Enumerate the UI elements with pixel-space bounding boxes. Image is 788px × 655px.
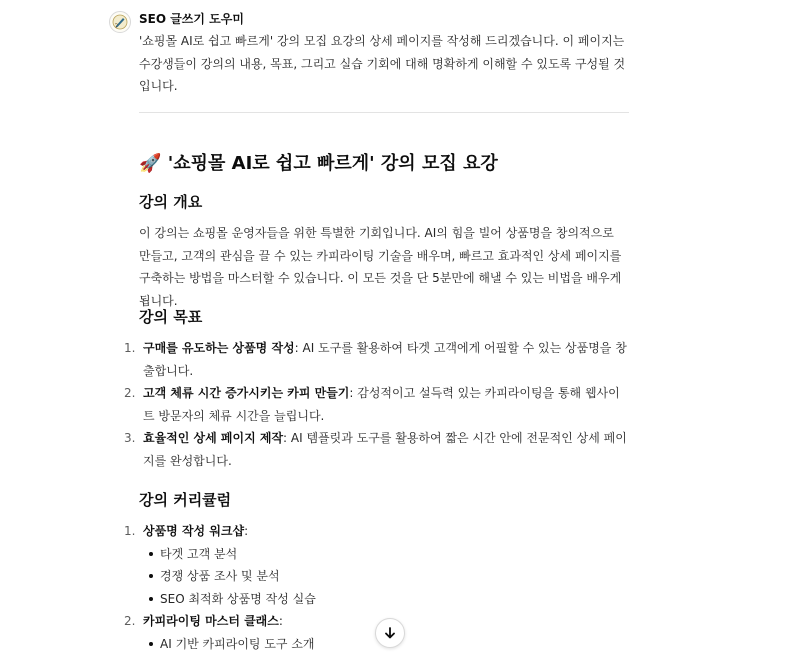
sub-list-item-text: SEO 최적화 상품명 작성 실습: [160, 592, 316, 606]
list-number: 1.: [124, 337, 135, 360]
curriculum-item-text: :: [244, 524, 248, 538]
list-number: 2.: [124, 610, 135, 633]
bullet-icon: [149, 552, 153, 556]
overview-text: 이 강의는 쇼핑몰 운영자들을 위한 특별한 기회입니다. AI의 힘을 빌어 상품명을 창의적으로 만들고, 고객의 관심을 끌 수 있는 카피라이팅 기술을 배우며, 빠르고 효과적인 상세 페이지를 구축하는 방법을 마스터할 수 있습니다. 이 모든 것을 단 5분만에 해낼 수 있는 비법을 배우게 됩니다.: [139, 222, 629, 312]
overview-block: [139, 222, 629, 312]
author-name: SEO 글쓰기 도우미: [139, 11, 244, 27]
sub-list-item-text: 경쟁 상품 조사 및 분석: [160, 569, 280, 583]
arrow-down-icon: [383, 626, 397, 640]
overview-heading: 강의 개요: [139, 191, 202, 213]
page-title-text: '쇼핑몰 AI로 쉽고 빠르게' 강의 모집 요강: [168, 153, 498, 174]
goal-item-text: : AI 도구를 활용하여 타겟 고객에게 어필할 수 있는 상품명을 창출합니다.: [143, 341, 627, 378]
sub-list: [143, 543, 629, 611]
curriculum-item-title: 상품명 작성 워크샵: [143, 524, 244, 538]
curriculum-item-text: :: [279, 614, 283, 628]
sub-list-item: [143, 543, 629, 566]
goal-item: [124, 337, 629, 382]
curriculum-heading: 강의 커리큘럼: [139, 489, 231, 511]
intro-text: '쇼핑몰 AI로 쉽고 빠르게' 강의 모집 요강의 상세 페이지를 작성해 드리겠습니다. 이 페이지는 수강생들이 강의의 내용, 목표, 그리고 실습 기회에 대해 명확하게 이해할 수 있도록 구성될 것입니다.: [139, 30, 629, 98]
goal-item: [124, 427, 629, 472]
intro-paragraph: [139, 30, 629, 98]
list-number: 3.: [124, 427, 135, 450]
sub-list-item: [143, 565, 629, 588]
goal-item-title: 고객 체류 시간 증가시키는 카피 만들기: [143, 386, 349, 400]
goal-item-title: 효율적인 상세 페이지 제작: [143, 431, 283, 445]
goal-item-text: : AI 템플릿과 도구를 활용하여 짧은 시간 안에 전문적인 상세 페이지를 완성합니다.: [143, 431, 627, 468]
rocket-icon: 🚀: [139, 153, 161, 174]
sub-list-item: [143, 588, 629, 611]
curriculum-item-title: 카피라이팅 마스터 클래스: [143, 614, 279, 628]
list-number: 1.: [124, 520, 135, 543]
page-title: [139, 150, 498, 178]
goal-item: [124, 382, 629, 427]
sub-list-item-text: AI 기반 카피라이팅 도구 소개: [160, 637, 315, 651]
goal-item-title: 구매를 유도하는 상품명 작성: [143, 341, 295, 355]
goals-heading: 강의 목표: [139, 306, 202, 328]
curriculum-item: [124, 520, 629, 610]
bullet-icon: [149, 597, 153, 601]
divider: [139, 112, 629, 113]
sub-list-item-text: 타겟 고객 분석: [160, 547, 237, 561]
goals-list: [124, 337, 629, 472]
list-number: 2.: [124, 382, 135, 405]
goal-item-text: : 감성적이고 설득력 있는 카피라이팅을 통해 웹사이트 방문자의 체류 시간을 늘립니다.: [143, 386, 620, 423]
gpt-avatar: [109, 11, 131, 33]
bullet-icon: [149, 574, 153, 578]
pen-writing-icon: [112, 14, 128, 30]
